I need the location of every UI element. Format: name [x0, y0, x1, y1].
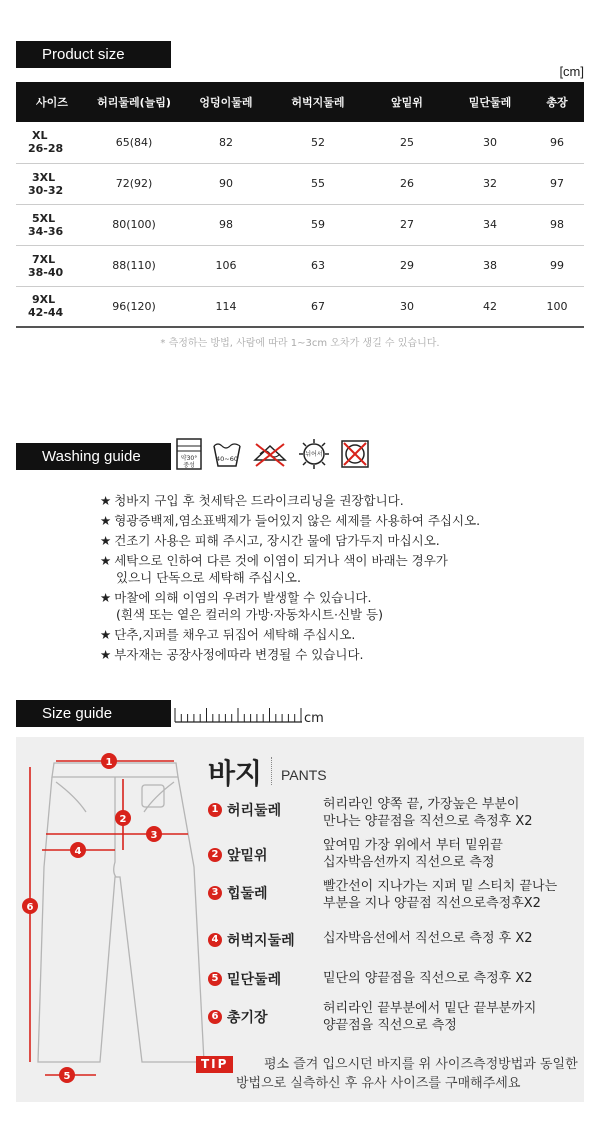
marker-1-label: 1 [105, 757, 113, 768]
number-badge: 4 [208, 933, 222, 947]
col-header: 사이즈 [16, 82, 88, 122]
marker-3-label: 3 [150, 830, 158, 841]
number-badge: 5 [208, 972, 222, 986]
rise-cell: 27 [364, 204, 450, 245]
marker-5-label: 5 [63, 1071, 71, 1082]
guide-item [208, 883, 268, 903]
size-label: 3XL [32, 170, 56, 184]
wash-40-60-icon [212, 438, 242, 470]
guide-item-desc: 허리라인 양쪽 끝, 가장높은 부분이 만나는 양끝점을 직선으로 측정후 X2 [323, 797, 533, 829]
size-range: 34-36 [28, 224, 64, 238]
title-divider [271, 757, 272, 785]
thigh-cell: 67 [272, 286, 364, 327]
waist-cell: 72(92) [88, 163, 180, 204]
hem-cell: 32 [450, 163, 530, 204]
rise-cell: 25 [364, 122, 450, 163]
pants-title-en: PANTS [281, 767, 327, 783]
washing-instructions [100, 492, 480, 666]
guide-item-desc: 빨간선이 지나가는 지퍼 밑 스티치 끝나는 부분을 지나 양끝점 직선으로측정후X2 [323, 879, 558, 911]
size-range: 26-28 [28, 142, 64, 156]
number-badge: 2 [208, 848, 222, 862]
table-row [16, 245, 584, 286]
col-header: 엉덩이둘레 [180, 82, 272, 122]
guide-item-name: 허벅지둘레 [227, 933, 295, 949]
col-header: 총장 [530, 82, 584, 122]
table-row [16, 286, 584, 327]
rise-cell: 30 [364, 286, 450, 327]
size-cell [16, 245, 88, 286]
length-cell: 100 [530, 286, 584, 327]
washing-instruction: ★ 청바지 구입 후 첫세탁은 드라이크리닝을 권장합니다. [100, 492, 480, 509]
hand-wash-label: 약30° [180, 455, 198, 462]
pants-title: 바지 [208, 757, 263, 790]
table-header-row [16, 82, 584, 122]
thigh-cell: 63 [272, 245, 364, 286]
table-row [16, 204, 584, 245]
tip-badge: TIP [196, 1056, 233, 1073]
size-label: 7XL [32, 252, 56, 266]
hip-cell: 114 [180, 286, 272, 327]
hem-cell: 30 [450, 122, 530, 163]
hand-wash-30-icon [176, 438, 202, 470]
size-range: 38-40 [28, 265, 64, 279]
size-guide-tag: Size guide [16, 700, 171, 727]
size-range: 30-32 [28, 183, 64, 197]
guide-item-name: 힙둘레 [227, 886, 268, 902]
number-badge: 3 [208, 886, 222, 900]
waist-cell: 96(120) [88, 286, 180, 327]
guide-item [208, 1007, 268, 1027]
no-dry-clean-icon [340, 438, 370, 470]
guide-item [208, 969, 281, 989]
size-cell [16, 286, 88, 327]
dry-label: 뉘어서 [305, 451, 323, 458]
washing-instruction: ★ 단추,지퍼를 채우고 뒤집어 세탁해 주십시오. [100, 626, 480, 643]
number-badge: 6 [208, 1010, 222, 1024]
size-cell [16, 204, 88, 245]
guide-item [208, 800, 281, 820]
guide-item [208, 930, 295, 950]
guide-item-name: 앞밑위 [227, 848, 268, 864]
washing-guide-tag: Washing guide [16, 443, 171, 470]
length-cell: 99 [530, 245, 584, 286]
waist-cell: 80(100) [88, 204, 180, 245]
hand-wash-label-2: 중성 [183, 462, 195, 469]
rise-cell: 26 [364, 163, 450, 204]
length-cell: 96 [530, 122, 584, 163]
col-header: 밑단둘레 [450, 82, 530, 122]
guide-item-desc: 앞여밈 가장 위에서 부터 밑위끝 십자박음선까지 직선으로 측정 [323, 838, 503, 870]
number-badge: 1 [208, 803, 222, 817]
table-row [16, 122, 584, 163]
size-label: 9XL [32, 293, 56, 307]
washing-instruction: ★ 세탁으로 인하여 다른 것에 이염이 되거나 색이 바래는 경우가 있으니 단독으로 세탁해 주십시오. [100, 552, 480, 586]
washing-instruction: ★ 마찰에 의해 이염의 우려가 발생할 수 있습니다. (흰색 또는 옅은 컬러의 가방·자동차시트·신발 등) [100, 589, 480, 623]
hip-cell: 82 [180, 122, 272, 163]
col-header: 앞밑위 [364, 82, 450, 122]
marker-2-label: 2 [119, 814, 127, 825]
waist-cell: 88(110) [88, 245, 180, 286]
washing-instruction: ★ 부자재는 공장사정에따라 변경될 수 있습니다. [100, 646, 480, 663]
hem-cell: 34 [450, 204, 530, 245]
hip-cell: 98 [180, 204, 272, 245]
size-cell [16, 122, 88, 163]
thigh-cell: 52 [272, 122, 364, 163]
product-size-tag: Product size [16, 41, 171, 68]
size-table [16, 82, 584, 328]
guide-item-name: 밑단둘레 [227, 972, 282, 988]
length-cell: 98 [530, 204, 584, 245]
col-header: 허리둘레(늘림) [88, 82, 180, 122]
table-row [16, 163, 584, 204]
guide-item-desc: 허리라인 끝부분에서 밑단 끝부분까지 양끝점을 직선으로 측정 [323, 1001, 537, 1033]
hip-cell: 106 [180, 245, 272, 286]
hem-cell: 42 [450, 286, 530, 327]
waist-cell: 65(84) [88, 122, 180, 163]
ruler-icon [174, 704, 324, 726]
size-label: XL [32, 129, 48, 143]
col-header: 허벅지둘레 [272, 82, 364, 122]
thigh-cell: 59 [272, 204, 364, 245]
guide-item-desc: 밑단의 양끝점을 직선으로 측정후 X2 [323, 971, 533, 986]
rise-cell: 29 [364, 245, 450, 286]
guide-item-name: 허리둘레 [227, 803, 282, 819]
ruler-unit: cm [304, 711, 324, 726]
measurement-note: * 측정하는 방법, 사람에 따라 1~3cm 오차가 생길 수 있습니다. [160, 338, 440, 349]
guide-item-name: 총기장 [227, 1010, 268, 1026]
guide-item-desc: 십자박음선에서 직선으로 측정 후 X2 [323, 931, 533, 946]
washing-instruction: ★ 건조기 사용은 피해 주시고, 장시간 물에 담가두지 마십시오. [100, 532, 480, 549]
size-cell [16, 163, 88, 204]
no-bleach-icon [252, 438, 288, 470]
size-range: 42-44 [28, 306, 64, 320]
length-cell: 97 [530, 163, 584, 204]
hip-cell: 90 [180, 163, 272, 204]
wash-temp-label: 40~60 [216, 455, 238, 463]
marker-4-label: 4 [74, 846, 82, 857]
hem-cell: 38 [450, 245, 530, 286]
guide-item [208, 845, 268, 865]
unit-label: [cm] [559, 64, 584, 79]
tip-text: 평소 즐겨 입으시던 바지를 위 사이즈측정방법과 동일한 방법으로 실측하신 후 유사 사이즈를 구매해주세요 [236, 1057, 578, 1091]
washing-icons [176, 438, 370, 470]
size-label: 5XL [32, 211, 56, 225]
no-tumble-dry-icon [298, 438, 330, 470]
pants-diagram [16, 737, 206, 1102]
thigh-cell: 55 [272, 163, 364, 204]
marker-6-label: 6 [26, 902, 34, 913]
washing-instruction: ★ 형광증백제,염소표백제가 들어있지 않은 세제를 사용하여 주십시오. [100, 512, 480, 529]
